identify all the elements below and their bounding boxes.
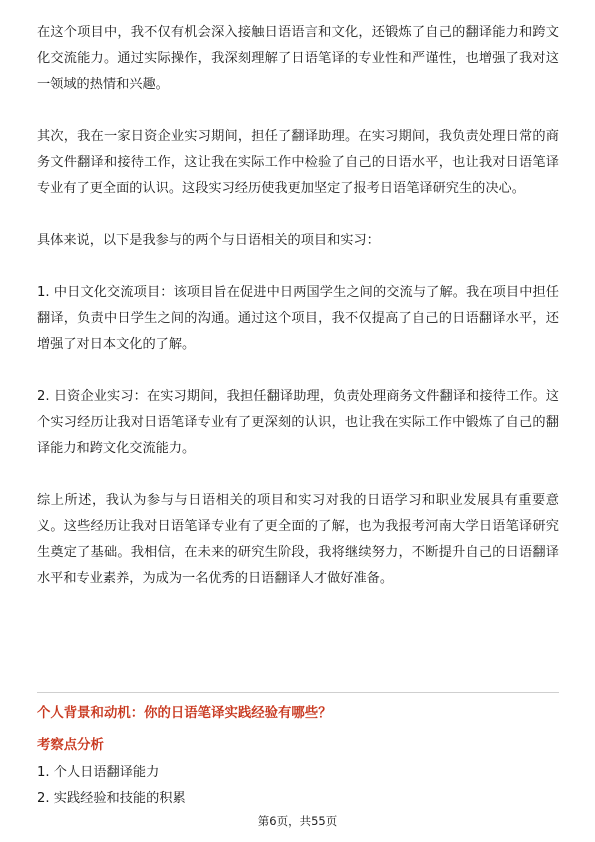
question-heading: 个人背景和动机：你的日语笔译实践经验有哪些？ — [37, 706, 332, 721]
section-divider — [37, 692, 559, 693]
paragraph-project-experience: 在这个项目中，我不仅有机会深入接触日语语言和文化，还锻炼了自己的翻译能力和跨文化交流能力。通过实际操作，我深刻理解了日语笔译的专业性和严谨性，也增强了我对这一领域的热情和兴趣。 — [37, 25, 559, 92]
list-item: 2. 实践经验和技能的积累 — [37, 791, 186, 806]
paragraph-conclusion: 综上所述，我认为参与与日语相关的项目和实习对我的日语学习和职业发展具有重要意义。这些经历让我对日语笔译专业有了更全面的了解，也为我报考河南大学日语笔译研究生奠定了基础。我相信，在未来的研究生阶段，我将继续努力，不断提升自己的日语翻译水平和专业素养，为成为一名优秀的日语翻译人才做好准备。 — [37, 493, 559, 586]
paragraph-intro-list: 具体来说，以下是我参与的两个与日语相关的项目和实习： — [37, 233, 380, 248]
paragraph-internship: 其次，我在一家日资企业实习期间，担任了翻译助理。在实习期间，我负责处理日常的商务文件翻译和接待工作，这让我在实际工作中检验了自己的日语水平，也让我对日语笔译专业有了更全面的认识。这段实习经历使我更加坚定了报考日语笔译研究生的决心。 — [37, 129, 559, 196]
paragraph-item-1: 1. 中日文化交流项目：该项目旨在促进中日两国学生之间的交流与了解。我在项目中担任翻译，负责中日学生之间的沟通。通过这个项目，我不仅提高了自己的日语翻译水平，还增强了对日本文化的了解。 — [37, 285, 559, 352]
list-item: 1. 个人日语翻译能力 — [37, 765, 160, 780]
analysis-title: 考察点分析 — [37, 738, 104, 753]
paragraph-item-2: 2. 日资企业实习：在实习期间，我担任翻译助理，负责处理商务文件翻译和接待工作。这个实习经历让我对日语笔译专业有了更深刻的认识，也让我在实际工作中锻炼了自己的翻译能力和跨文化交流能力。 — [37, 389, 559, 456]
page-number: 第6页，共55页 — [257, 814, 338, 828]
document-body — [37, 20, 559, 592]
analysis-list — [37, 760, 186, 812]
